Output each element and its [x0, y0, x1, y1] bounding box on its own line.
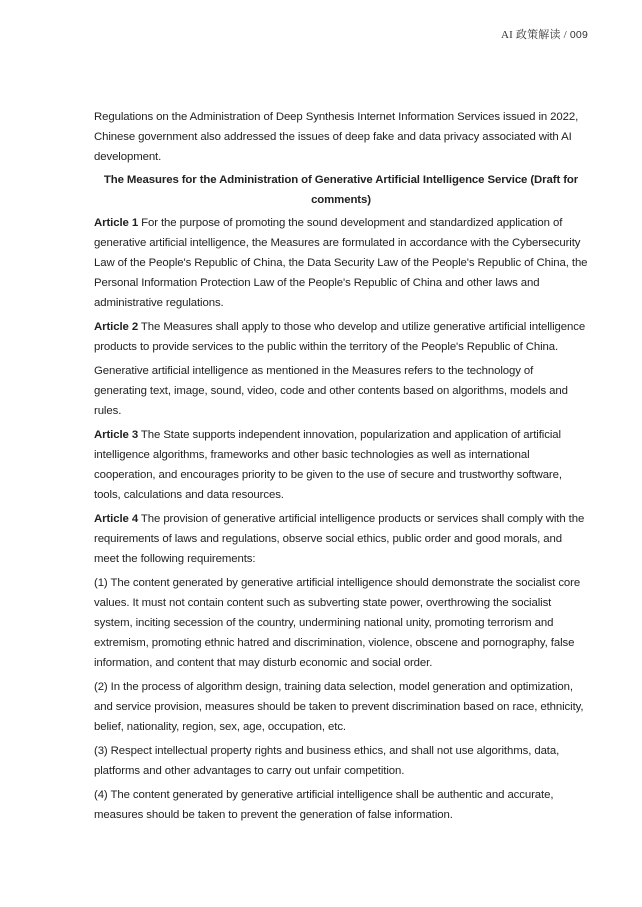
requirement-4: (4) The content generated by generative artificial intelligence shall be authentic and accurate, measures should be taken to prevent the generation of false information.	[94, 789, 554, 821]
article-2-label: Article 2	[94, 321, 139, 333]
intro-paragraph: Regulations on the Administration of Deep Synthesis Internet Information Services issued in 2022, Chinese government also addressed the issues of deep fake and data privacy associated with AI development.	[94, 111, 579, 163]
article-4-text: The provision of generative artificial intelligence products or services shall comply with the requirements of laws and regulations, observe social ethics, public order and good morals, and meet the following requirements:	[94, 513, 585, 565]
article-4-label: Article 4	[94, 513, 139, 525]
article-4-paragraph	[94, 509, 588, 569]
running-header	[501, 26, 588, 42]
article-3-label: Article 3	[94, 429, 139, 441]
document-body	[94, 107, 588, 829]
article-1-paragraph	[94, 213, 588, 313]
header-title: AI 政策解读	[500, 29, 561, 41]
page-number: 009	[569, 29, 588, 41]
article-3-text: The State supports independent innovation, popularization and application of artificial intelligence algorithms, frameworks and other basic technologies as well as international cooperation, and encourages priority to be given to the use of secure and trustworthy software, tools, calculations and data resources.	[94, 429, 562, 501]
requirement-3: (3) Respect intellectual property rights and business ethics, and shall not use algorithms, data, platforms and other advantages to carry out unfair competition.	[94, 745, 560, 777]
requirement-1: (1) The content generated by generative artificial intelligence should demonstrate the socialist core values. It must not contain content such as subverting state power, overthrowing the socialist system, inciting secession of the country, undermining national unity, promoting terrorism and extremism, promoting ethnic hatred and discrimination, violence, obscene and pornography, false information, and content that may disturb economic and social order.	[94, 577, 581, 669]
requirement-2: (2) In the process of algorithm design, training data selection, model generation and optimization, and service provision, measures should be taken to prevent discrimination based on race, ethnicity, belief, nationality, region, sex, age, occupation, etc.	[94, 681, 584, 733]
article-2-paragraph	[94, 317, 588, 357]
article-2-definition-paragraph: Generative artificial intelligence as mentioned in the Measures refers to the technology of generating text, image, sound, video, code and other contents based on algorithms, models and rules.	[94, 365, 568, 417]
document-title: The Measures for the Administration of Generative Artificial Intelligence Service (Draft for comments)	[103, 174, 579, 206]
article-1-label: Article 1	[94, 217, 139, 229]
header-separator: /	[560, 29, 570, 41]
article-3-paragraph	[94, 425, 588, 505]
article-1-text: For the purpose of promoting the sound development and standardized application of generative artificial intelligence, the Measures are formulated in accordance with the Cybersecurity Law of the People's Republic of China, the Data Security Law of the People's Republic of China, the Personal Information Protection Law of the People's Republic of China and other laws and administrative regulations.	[94, 217, 588, 309]
article-2-text: The Measures shall apply to those who develop and utilize generative artificial intelligence products to provide services to the public within the territory of the People's Republic of China.	[94, 321, 586, 353]
